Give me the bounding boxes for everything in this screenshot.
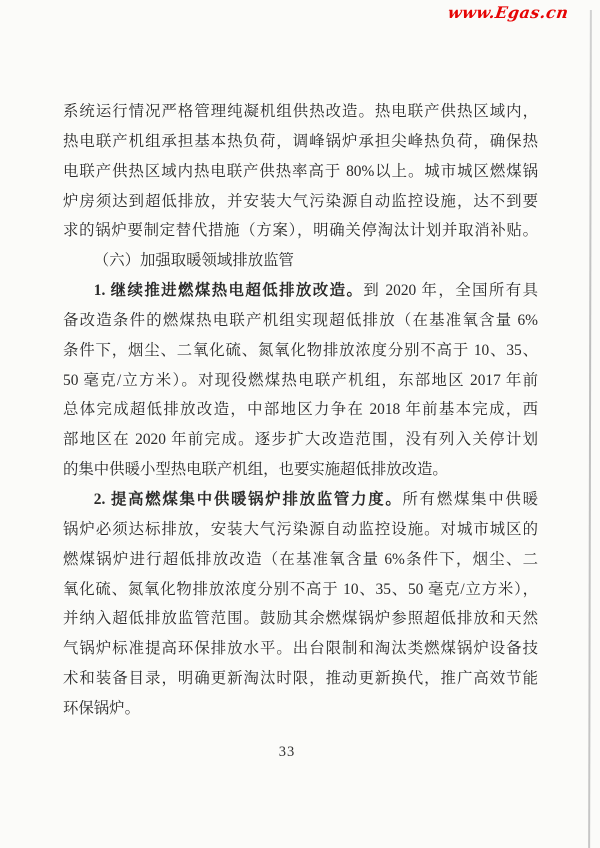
text-run: 锅炉必须达标排放，安装大气污染源自动监控设施。对城市城区的 [63,520,538,538]
watermark-text: www.Egas.cn [446,3,570,22]
text-run: 备改造条件的燃煤热电联产机组实现超低排放（在基准氧含量 6% [63,311,538,329]
text-line [63,306,538,336]
text-line [63,366,538,396]
text-line [63,485,538,515]
text-run: 燃煤锅炉进行超低排放改造（在基准氧含量 6%条件下，烟尘、二 [63,550,538,568]
text-run: 部地区在 2020 年前完成。逐步扩大改造范围，没有列入关停计划 [63,431,538,449]
text-line [63,157,538,187]
text-line [63,127,538,157]
text-line [63,395,538,425]
text-run: 50 毫克/立方米）。对现役燃煤热电联产机组，东部地区 2017 年前 [63,371,538,389]
text-line [63,276,538,306]
text-run: 热电联产机组承担基本热负荷，调峰锅炉承担尖峰热负荷，确保热 [63,132,538,150]
text-line [63,455,538,485]
page-number: 33 [278,744,296,760]
text-line [63,246,538,276]
scan-artifact-line [588,10,591,848]
text-line [63,97,538,127]
text-run: （六）加强取暖领域排放监管 [93,252,294,270]
text-run: 环保锅炉。 [63,699,140,717]
text-line [63,187,538,217]
text-run: 气锅炉标准提高环保排放水平。出台限制和淘汰类燃煤锅炉设备技 [63,640,538,658]
text-line [63,425,538,455]
text-line [63,216,538,246]
text-run: 到 2020 年，全国所有具 [363,282,538,300]
text-run: 求的锅炉要制定替代措施（方案），明确关停淘汰计划并取消补贴。 [63,222,538,240]
text-line [63,515,538,545]
text-line [63,575,538,605]
text-run: 1. 继续推进燃煤热电超低排放改造。 [93,282,364,300]
text-line [63,336,538,366]
text-line [63,634,538,664]
text-run: 炉房须达到超低排放，并安装大气污染源自动监控设施，达不到要 [63,192,538,210]
text-line [63,694,538,724]
text-run: 氧化硫、氮氧化物排放浓度分别不高于 10、35、50 毫克/立方米）， [63,580,538,598]
text-run: 2. 提高燃煤集中供暖锅炉排放监管力度。 [93,490,403,508]
text-run: 的集中供暖小型热电联产机组，也要实施超低排放改造。 [63,461,448,479]
text-run: 所有燃煤集中供暖 [402,490,538,508]
text-run: 术和装备目录，明确更新淘汰时限，推动更新换代，推广高效节能 [63,670,538,688]
text-run: 总体完成超低排放改造，中部地区力争在 2018 年前基本完成，西 [63,401,538,419]
text-line [63,664,538,694]
text-run: 并纳入超低排放监管范围。鼓励其余燃煤锅炉参照超低排放和天然 [63,610,538,628]
document-body [63,97,538,724]
text-run: 条件下，烟尘、二氧化硫、氮氧化物排放浓度分别不高于 10、35、 [63,341,538,359]
text-line [63,604,538,634]
text-run: 电联产供热区域内热电联产供热率高于 80%以上。城市城区燃煤锅 [63,162,538,180]
text-run: 系统运行情况严格管理纯凝机组供热改造。热电联产供热区域内， [63,103,538,120]
text-line [63,545,538,575]
